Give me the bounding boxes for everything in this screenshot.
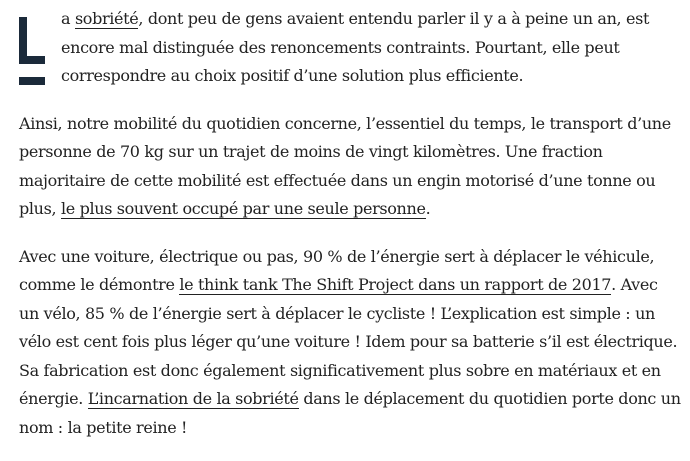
link-incarnation-sobriete[interactable]: L’incarnation de la sobriété (87, 389, 299, 408)
paragraph-energy (19, 243, 681, 443)
mobility-text-start: Ainsi, notre mobilité du quotidien concerne, l’essentiel du temps, le transport d’une personne de 70 kg sur un trajet de moins de vingt kilomètres. Une fraction majoritaire de cette mobilité est effectuée dans un engin motorisé d’une tonne ou plus, (19, 113, 671, 218)
link-single-occupant[interactable]: le plus souvent occupé par une seule personne (60, 199, 426, 218)
article-body (19, 5, 681, 461)
energy-text-middle: . Avec un vélo, 85 % de l’énergie sert à déplacer le cycliste ! L’explication est simple : un vélo est cent fois plus léger qu’une voiture ! Idem pour sa batterie s’il est électrique. Sa fabrication est donc également significativement plus sobre en matériaux et en énergie. (19, 275, 678, 408)
link-sobriete[interactable]: sobriété (74, 9, 139, 28)
energy-text-end: dans le déplacement du quotidien porte donc un nom : la petite reine ! (19, 389, 681, 437)
paragraph-mobility (19, 110, 681, 224)
energy-text-start: Avec une voiture, électrique ou pas, 90 % de l’énergie sert à déplacer le véhicule, comme le démontre (19, 246, 655, 294)
mobility-text-end: . (425, 199, 431, 218)
link-shift-project-report[interactable]: le think tank The Shift Project dans un rapport de 2017 (179, 275, 612, 294)
intro-text-start: a (61, 9, 75, 28)
drop-cap (19, 17, 46, 85)
paragraph-intro (19, 5, 681, 91)
intro-text-rest: , dont peu de gens avaient entendu parler il y a à peine un an, est encore mal distinguée des renoncements contraints. Pourtant, elle peut correspondre au choix positif d’une solution plus efficiente. (61, 9, 650, 85)
